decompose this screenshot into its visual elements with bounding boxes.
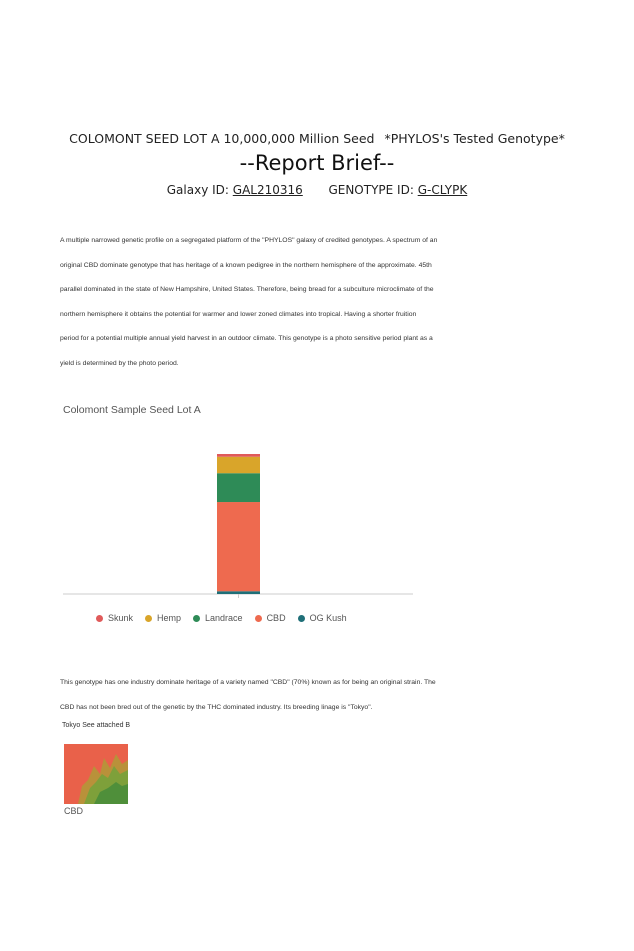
cbd-thumbnail-image <box>64 744 128 804</box>
report-tag: *PHYLOS's Tested Genotype* <box>384 131 565 146</box>
bar-segment-hemp <box>217 457 260 473</box>
heritage-paragraph <box>60 670 578 720</box>
legend-item <box>96 613 133 623</box>
intro-line: yield is determined by the photo period. <box>60 359 179 367</box>
genotype-id-label: GENOTYPE ID: <box>328 183 414 197</box>
legend-label: Skunk <box>108 613 134 623</box>
legend-swatch <box>145 615 152 622</box>
legend-label: Landrace <box>205 613 243 623</box>
legend-swatch <box>96 615 103 622</box>
legend-label: CBD <box>266 613 286 623</box>
intro-line: A multiple narrowed genetic profile on a segregated platform of the "PHYLOS" galaxy of credited genotypes. A spectrum of an <box>60 237 438 244</box>
chart-legend <box>96 613 347 623</box>
legend-item <box>255 613 286 623</box>
report-title: COLOMONT SEED LOT A 10,000,000 Million Seed <box>69 131 375 146</box>
intro-line: period for a potential multiple annual yield harvest in an outdoor climate. This genotype is a photo sensitive period plant as a <box>60 335 433 343</box>
chart-title: Colomont Sample Seed Lot A <box>63 404 201 416</box>
legend-label: OG Kush <box>309 613 347 623</box>
cbd-thumbnail <box>64 744 128 804</box>
intro-line: parallel dominated in the state of New Hampshire, United States. Therefore, being bread for a subculture microclimate of the <box>60 286 434 294</box>
bar-segment-skunk <box>217 454 260 457</box>
attachment-note: Tokyo See attached B <box>62 722 131 729</box>
heritage-line: CBD has not been bred out of the genetic by the THC dominated industry. Its breeding linage is "Tokyo". <box>60 704 373 711</box>
cbd-thumbnail-label: CBD <box>64 806 84 816</box>
intro-line: northern hemisphere it obtains the potential for warmer and lower zoned climates into tropical. Having a shorter fruition <box>60 310 417 318</box>
report-subtitle: --Report Brief-- <box>239 151 395 175</box>
heritage-line: This genotype has one industry dominate heritage of a variety named "CBD" (70%) known as for being an original strain. The <box>60 679 436 686</box>
bar-segment-landrace <box>217 473 260 502</box>
legend-swatch <box>255 615 262 622</box>
legend-item <box>193 613 243 623</box>
intro-line: original CBD dominate genotype that has heritage of a known pedigree in the northern hemisphere of the approximate. 45th <box>60 261 432 269</box>
bar-segment-og-kush <box>217 591 260 594</box>
bar-segment-cbd <box>217 502 260 591</box>
genotype-id-value: G-CLYPK <box>417 183 468 197</box>
legend-item <box>145 613 181 623</box>
galaxy-id-value: GAL210316 <box>232 183 303 197</box>
legend-swatch <box>193 615 200 622</box>
galaxy-id-label: Galaxy ID: <box>166 183 229 197</box>
legend-item <box>298 613 347 623</box>
legend-label: Hemp <box>157 613 182 623</box>
legend-swatch <box>298 615 305 622</box>
